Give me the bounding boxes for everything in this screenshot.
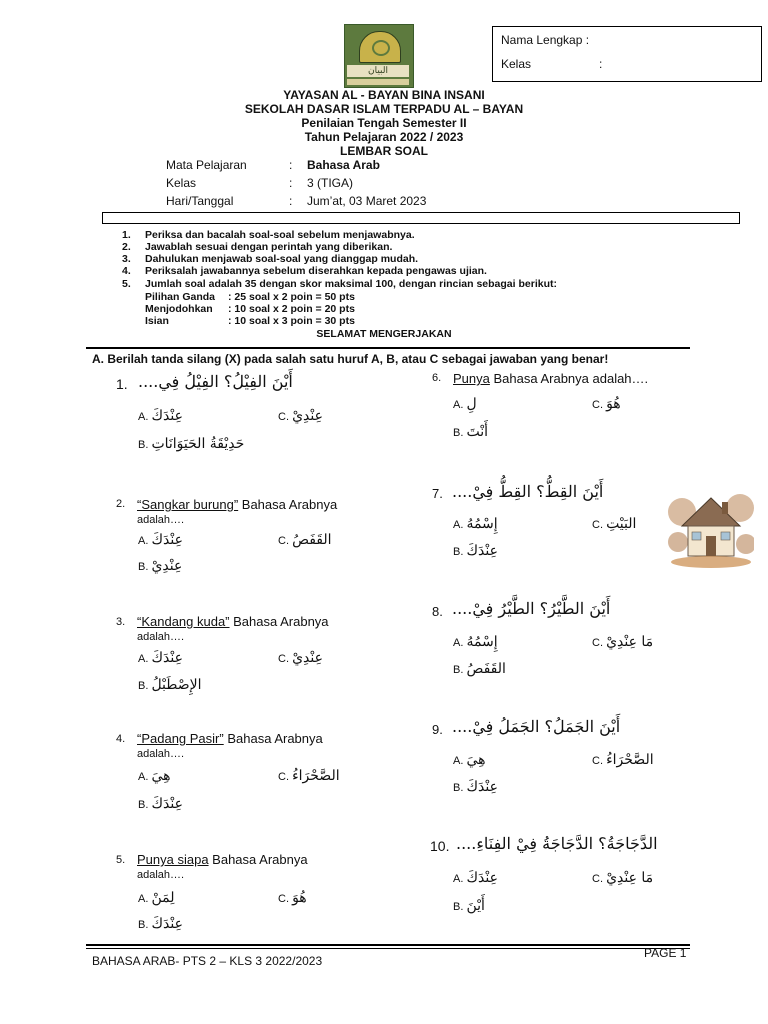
closing-text: SELAMAT MENGERJAKAN — [316, 328, 452, 340]
q8-number: 8. — [432, 604, 443, 619]
name-label: Nama Lengkap : — [501, 33, 590, 47]
q1-option-a[interactable]: A. عِنْدَكَ — [138, 408, 183, 424]
class-label: Kelas — [501, 57, 532, 71]
q9-number: 9. — [432, 722, 443, 737]
q6-term: Punya — [453, 371, 490, 386]
q10-option-a[interactable]: A. عِنْدَكَ — [453, 870, 498, 886]
q8-option-b-text: القَفَصُ — [466, 661, 506, 677]
meta-date-value: Jum’at, 03 Maret 2023 — [307, 194, 427, 208]
q4-term: “Padang Pasir” — [137, 731, 224, 746]
q5-term: Punya siapa — [137, 852, 209, 867]
instruction-2: Jawablah sesuai dengan perintah yang diberikan. — [145, 241, 393, 253]
q5-rest: Bahasa Arabnya — [208, 852, 308, 867]
q6-option-c-text: هُوَ — [606, 396, 621, 412]
q1-number: 1. — [116, 376, 128, 392]
q2-term: “Sangkar burung” — [137, 497, 239, 512]
school-logo — [344, 24, 414, 88]
q1-option-a-text: عِنْدَكَ — [151, 408, 183, 424]
q6-text — [453, 371, 648, 386]
q6-rest: Bahasa Arabnya adalah…. — [489, 371, 649, 386]
q6-option-b-text: أَنْتَ — [466, 424, 488, 440]
q9-option-c[interactable]: C. الصَّحْرَاءُ — [592, 752, 654, 768]
q2-option-a-text: عِنْدَكَ — [151, 532, 183, 548]
assessment-name: Penilaian Tengah Semester II — [301, 116, 467, 130]
academic-year: Tahun Pelajaran 2022 / 2023 — [304, 130, 464, 144]
q6-option-a[interactable]: A. لِ — [453, 396, 477, 412]
footer-text: BAHASA ARAB- PTS 2 – KLS 3 2022/2023 — [92, 954, 323, 968]
q10-option-b-text: أَيْنَ — [466, 898, 485, 914]
footer-line-thin — [86, 948, 690, 949]
q7-option-a[interactable]: A. إِسْمُهُ — [453, 516, 498, 532]
instruction-5: Jumlah soal adalah 35 dengan skor maksimal 100, dengan rincian sebagai berikut: — [145, 278, 557, 290]
q5-option-b[interactable]: B. عِنْدَكَ — [138, 916, 183, 932]
q7-option-a-text: إِسْمُهُ — [466, 516, 498, 532]
q10-option-a-text: عِنْدَكَ — [466, 870, 498, 886]
q5-option-c-text: هُوَ — [292, 890, 307, 906]
q2-option-c-text: القَفَصُ — [292, 532, 332, 548]
q3-term: “Kandang kuda” — [137, 614, 230, 629]
instruction-5-num: 5. — [122, 278, 131, 290]
q7-number: 7. — [432, 486, 443, 501]
q2-option-b-text: عِنْدِيْ — [151, 558, 183, 574]
instruction-3-num: 3. — [122, 253, 131, 265]
q9-text: أَيْنَ الجَمَلُ؟ الجَمَلُ فِيْ.... — [452, 717, 621, 736]
logo-text: البيان — [347, 65, 409, 77]
q4-option-b-text: عِنْدَكَ — [151, 796, 183, 812]
q2-text — [137, 497, 337, 512]
q5-option-a[interactable]: A. لِمَنْ — [138, 890, 175, 906]
school-name: SEKOLAH DASAR ISLAM TERPADU AL – BAYAN — [244, 102, 524, 116]
q3-option-b[interactable]: B. الإِصْطَبْلُ — [138, 677, 202, 693]
q5-line2: adalah…. — [137, 869, 185, 881]
q3-rest: Bahasa Arabnya — [229, 614, 329, 629]
logo-caption-band — [347, 79, 409, 85]
q4-rest: Bahasa Arabnya — [223, 731, 323, 746]
score-match-value: : 10 soal x 2 poin = 20 pts — [228, 303, 355, 315]
foundation-name: YAYASAN AL - BAYAN BINA INSANI — [283, 88, 485, 102]
q2-number: 2. — [116, 498, 126, 510]
q4-option-a[interactable]: A. هِيَ — [138, 768, 171, 784]
q3-option-a[interactable]: A. عِنْدَكَ — [138, 650, 183, 666]
q10-option-c[interactable]: C. مَا عِنْدِيْ — [592, 870, 654, 886]
q3-option-a-text: عِنْدَكَ — [151, 650, 183, 666]
section-divider — [86, 347, 690, 349]
meta-class-colon: : — [289, 176, 293, 190]
header-separator — [102, 212, 740, 224]
meta-subject-value: Bahasa Arab — [307, 158, 380, 172]
q7-option-c-text: البَيْتِ — [606, 516, 637, 532]
q5-option-b-text: عِنْدَكَ — [151, 916, 183, 932]
q9-option-a-text: هِيَ — [466, 752, 486, 768]
q4-option-c-text: الصَّحْرَاءُ — [292, 768, 340, 784]
instruction-1-num: 1. — [122, 229, 131, 241]
q5-number: 5. — [116, 854, 126, 866]
meta-subject-label: Mata Pelajaran — [166, 158, 247, 172]
meta-date-label: Hari/Tanggal — [166, 194, 234, 208]
sheet-title: LEMBAR SOAL — [340, 144, 428, 158]
q9-option-b[interactable]: B. عِنْدَكَ — [453, 779, 498, 795]
q1-option-b-text: حَدِيْقَةُ الحَيَوَانَاتِ — [151, 436, 245, 452]
score-essay-value: : 10 soal x 3 poin = 30 pts — [228, 315, 355, 327]
q8-option-b[interactable]: B. القَفَصُ — [453, 661, 506, 677]
q3-number: 3. — [116, 616, 126, 628]
q4-text — [137, 731, 323, 746]
instruction-4: Periksalah jawabannya sebelum diserahkan kepada pengawas ujian. — [145, 265, 487, 277]
instruction-2-num: 2. — [122, 241, 131, 253]
q8-option-a-text: إِسْمُهُ — [466, 634, 498, 650]
meta-class-label: Kelas — [166, 176, 197, 190]
q3-line2: adalah…. — [137, 631, 185, 643]
q6-option-a-text: لِ — [466, 396, 477, 412]
class-colon: : — [599, 57, 603, 71]
q9-option-a[interactable]: A. هِيَ — [453, 752, 486, 768]
q6-option-c[interactable]: C. هُوَ — [592, 396, 621, 412]
q9-option-c-text: الصَّحْرَاءُ — [606, 752, 654, 768]
q3-text — [137, 614, 329, 629]
q3-option-b-text: الإِصْطَبْلُ — [151, 677, 202, 693]
q3-option-c[interactable]: C. عِنْدِيْ — [278, 650, 323, 666]
q4-line2: adalah…. — [137, 748, 185, 760]
house-illustration — [668, 482, 754, 570]
q10-number: 10. — [430, 838, 450, 854]
score-match-label: Menjodohkan — [145, 303, 213, 315]
q2-option-a[interactable]: A. عِنْدَكَ — [138, 532, 183, 548]
q2-rest: Bahasa Arabnya — [238, 497, 338, 512]
q4-option-c[interactable]: C. الصَّحْرَاءُ — [278, 768, 340, 784]
q6-option-b[interactable]: B. أَنْتَ — [453, 424, 488, 440]
q8-option-a[interactable]: A. إِسْمُهُ — [453, 634, 498, 650]
footer-line — [86, 944, 690, 946]
q4-option-a-text: هِيَ — [151, 768, 171, 784]
q10-option-c-text: مَا عِنْدِيْ — [606, 870, 654, 886]
q5-option-a-text: لِمَنْ — [151, 890, 175, 906]
meta-class-value: 3 (TIGA) — [307, 176, 354, 190]
q10-option-b[interactable]: B. أَيْنَ — [453, 898, 485, 914]
q6-number: 6. — [432, 372, 442, 384]
q7-text: أَيْنَ القِطُّ؟ القِطُّ فِيْ.... — [452, 482, 604, 501]
q7-option-c[interactable]: C. البَيْتِ — [592, 516, 637, 532]
instruction-1: Periksa dan bacalah soal-soal sebelum menjawabnya. — [145, 229, 415, 241]
q2-line2: adalah…. — [137, 514, 185, 526]
q5-text — [137, 852, 308, 867]
instruction-4-num: 4. — [122, 265, 131, 277]
meta-subject-colon: : — [289, 158, 293, 172]
q5-option-c[interactable]: C. هُوَ — [278, 890, 307, 906]
q7-option-b[interactable]: B. عِنْدَكَ — [453, 543, 498, 559]
score-essay-label: Isian — [145, 315, 169, 327]
page-number: PAGE 1 — [644, 946, 687, 960]
q8-text: أَيْنَ الطَّيْرُ؟ الطَّيْرُ فِيْ.... — [452, 599, 611, 618]
mosque-dome-icon — [359, 31, 401, 63]
instruction-3: Dahulukan menjawab soal-soal yang dianggap mudah. — [145, 253, 419, 265]
section-a-instruction: A. Berilah tanda silang (X) pada salah satu huruf A, B, atau C sebagai jawaban yang benar! — [92, 352, 609, 366]
q9-option-b-text: عِنْدَكَ — [466, 779, 498, 795]
q1-option-b[interactable]: B. حَدِيْقَةُ الحَيَوَانَاتِ — [138, 436, 245, 452]
q8-option-c-text: مَا عِنْدِيْ — [606, 634, 654, 650]
q1-option-c-text: عِنْدِيْ — [292, 408, 323, 424]
score-mc-value: : 25 soal x 2 poin = 50 pts — [228, 291, 355, 303]
meta-date-colon: : — [289, 194, 293, 208]
q10-text: الدَّجَاجَةُ؟ الدَّجَاجَةُ فِيْ الفِنَاءِ.... — [456, 834, 658, 853]
student-id-box — [492, 26, 762, 82]
q8-option-c[interactable]: C. مَا عِنْدِيْ — [592, 634, 654, 650]
q4-number: 4. — [116, 733, 126, 745]
q1-text: أَيْنَ الفِيْلُ؟ الفِيْلُ فِي.... — [138, 372, 293, 391]
q2-option-c[interactable]: C. القَفَصُ — [278, 532, 332, 548]
q3-option-c-text: عِنْدِيْ — [292, 650, 323, 666]
q2-option-b[interactable]: B. عِنْدِيْ — [138, 558, 183, 574]
score-mc-label: Pilihan Ganda — [145, 291, 216, 303]
q4-option-b[interactable]: B. عِنْدَكَ — [138, 796, 183, 812]
q1-option-c[interactable]: C. عِنْدِيْ — [278, 408, 323, 424]
q7-option-b-text: عِنْدَكَ — [466, 543, 498, 559]
